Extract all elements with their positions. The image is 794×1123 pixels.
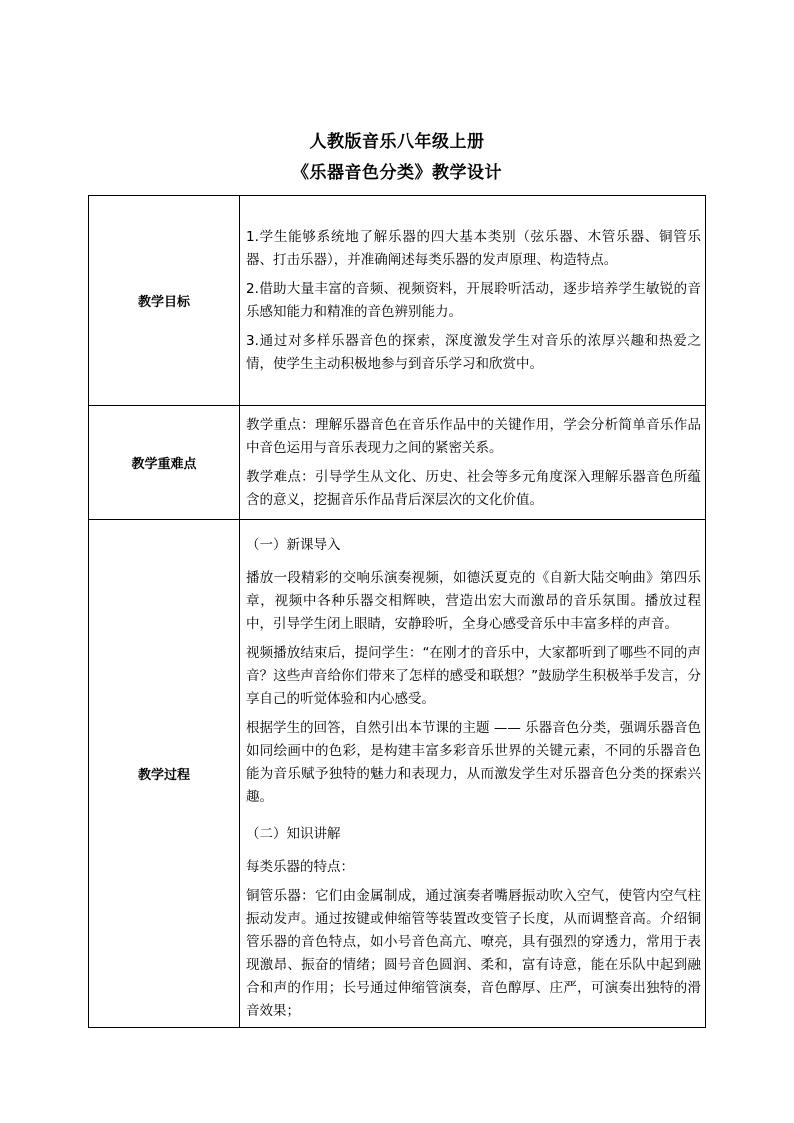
objective-item: 3.通过对多样乐器音色的探索，深度激发学生对音乐的浓厚兴趣和热爱之情，使学生主动积极地参与到音乐学习和欣赏中。 xyxy=(246,332,701,372)
objective-item: 2.借助大量丰富的音频、视频资料，开展聆听活动，逐步培养学生敏锐的音乐感知能力和精准的音色辨别能力。 xyxy=(246,280,701,320)
key-point-item: 教学重点：理解乐器音色在音乐作品中的关键作用，学会分析简单音乐作品中音色运用与音乐表现力之间的紧密关系。 xyxy=(246,416,701,456)
objective-item: 1.学生能够系统地了解乐器的四大基本类别（弦乐器、木管乐器、铜管乐器、打击乐器），并准确阐述每类乐器的发声原理、构造特点。 xyxy=(246,228,701,268)
process-paragraph: 视频播放结束后，提问学生：“在刚才的音乐中，大家都听到了哪些不同的声音？这些声音给你们带来了怎样的感受和联想？”鼓励学生积极举手发言，分享自己的听觉体验和内心感受。 xyxy=(246,645,701,707)
key-points-row xyxy=(89,406,706,520)
section-heading: （二）知识讲解 xyxy=(246,826,341,842)
document-subtitle: 《乐器音色分类》教学设计 xyxy=(292,163,502,183)
process-paragraph: 播放一段精彩的交响乐演奏视频，如德沃夏克的《自新大陆交响曲》第四乐章，视频中各种乐器交相辉映，营造出宏大而激昂的音乐氛围。播放过程中，引导学生闭上眼睛，安静聆听，全身心感受音乐中丰富多样的声音。 xyxy=(246,570,701,632)
process-row xyxy=(89,520,706,1028)
objectives-label: 教学目标 xyxy=(89,196,240,406)
process-paragraph: 根据学生的回答，自然引出本节课的主题 —— 乐器音色分类，强调乐器音色如同绘画中的色彩，是构建丰富多彩音乐世界的关键元素，不同的乐器音色能为音乐赋予独特的魅力和表现力，从而激发学生对乐器音色分类的探索兴趣。 xyxy=(246,720,701,805)
process-paragraph: 每类乐器的特点： xyxy=(246,859,354,875)
section-heading: （一）新课导入 xyxy=(246,537,341,553)
key-points-label: 教学重难点 xyxy=(89,406,240,520)
process-label: 教学过程 xyxy=(89,520,240,1028)
process-content xyxy=(240,520,706,1028)
key-point-item: 教学难点：引导学生从文化、历史、社会等多元角度深入理解乐器音色所蕴含的意义，挖掘音乐作品背后深层次的文化价值。 xyxy=(246,468,701,508)
process-paragraph: 铜管乐器：它们由金属制成，通过演奏者嘴唇振动吹入空气，使管内空气柱振动发声。通过按键或伸缩管等装置改变管子长度，从而调整音高。介绍铜管乐器的音色特点，如小号音色高亢、嘹亮，具有强烈的穿透力，常用于表现激昂、振奋的情绪；圆号音色圆润、柔和，富有诗意，能在乐队中起到融合和声的作用；长号通过伸缩管演奏，音色醇厚、庄严，可演奏出独特的滑音效果； xyxy=(246,888,701,1019)
document-title: 人教版音乐八年级上册 xyxy=(309,132,485,152)
objectives-row xyxy=(89,196,706,406)
lesson-plan-table xyxy=(88,195,706,1028)
objectives-content xyxy=(240,196,706,406)
key-points-content xyxy=(240,406,706,520)
